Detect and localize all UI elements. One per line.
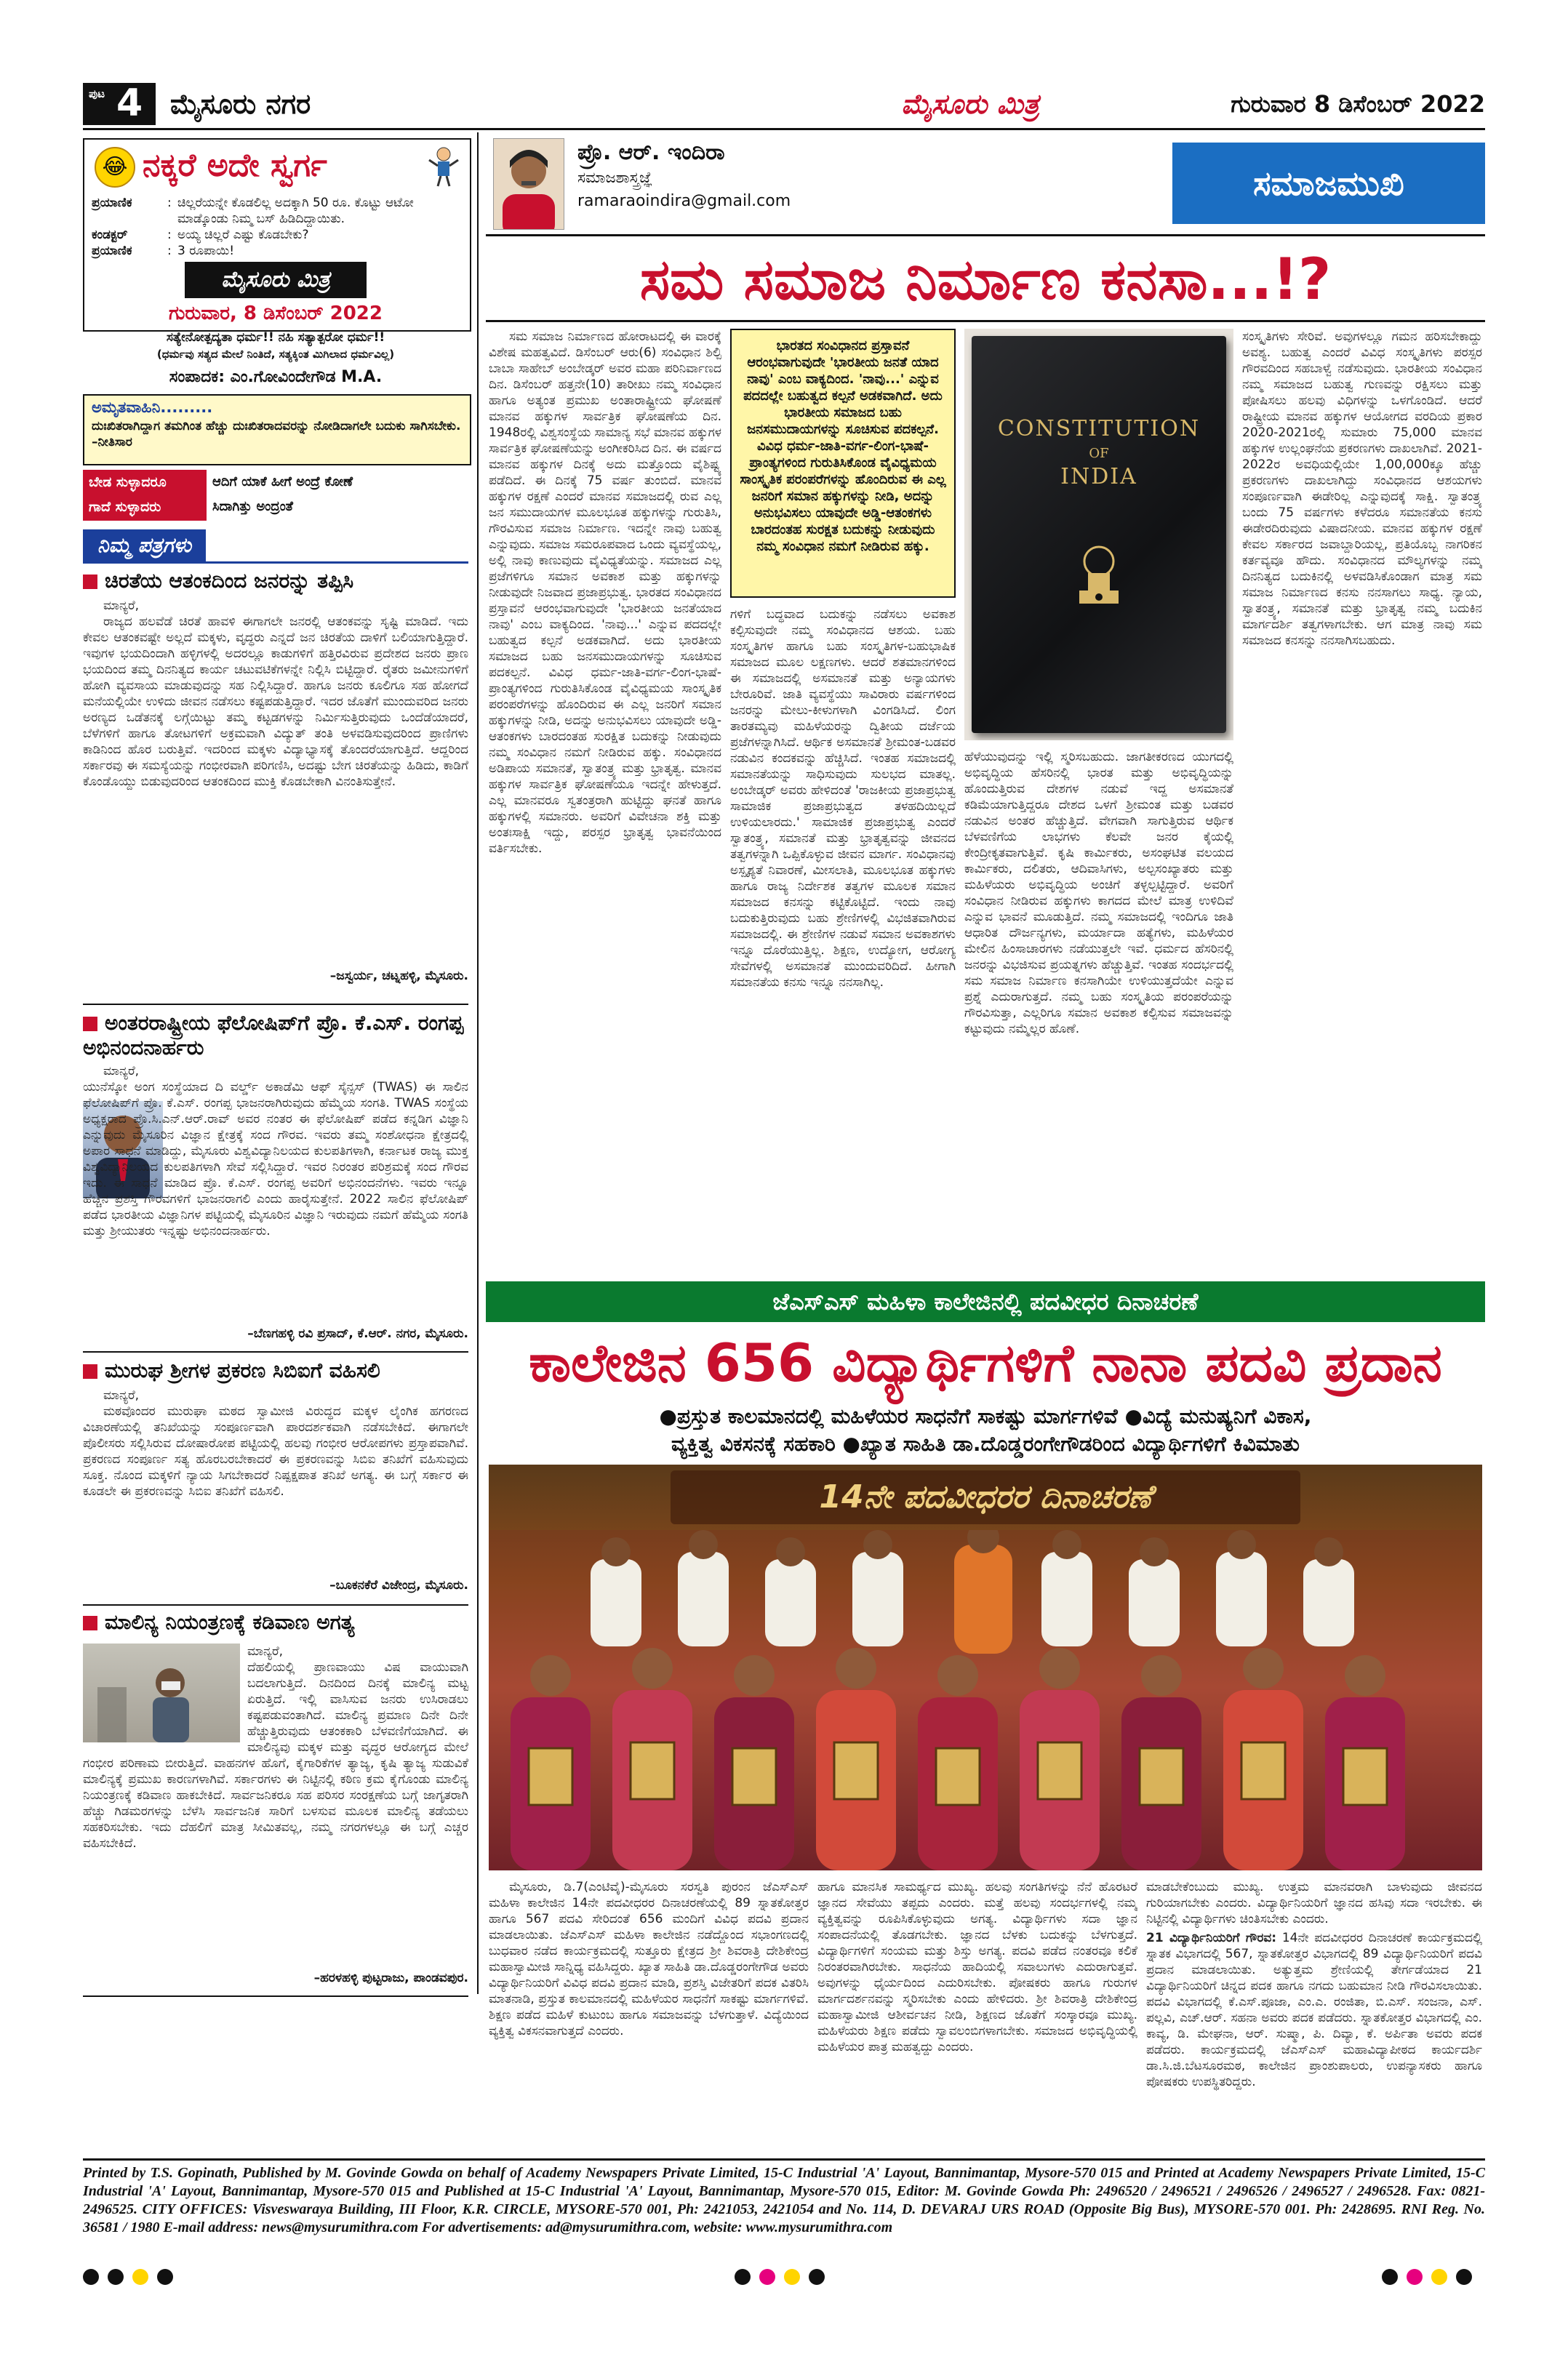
column-separator <box>477 132 479 1994</box>
awards-text: 14ನೇ ಪದವೀಧರರ ದಿನಾಚರಣೆ ಕಾರ್ಯಕ್ರಮದಲ್ಲಿ ಸ್ನಾತಕ ವಿಭಾಗದಲ್ಲಿ 567, ಸ್ನಾತಕೋತ್ತರ ವಿಭಾಗದಲ್ಲಿ 89 ವಿದ್ಯಾರ್ಥಿನಿಯರಿಗೆ ಪದವಿ ಪ್ರದಾನ ಮಾಡಲಾಯಿತು. ಅತ್ಯುತ್ತಮ ಶ್ರೇಣಿಯಲ್ಲಿ ತೇರ್ಗಡೆಯಾದ 21 ವಿದ್ಯಾರ್ಥಿನಿಯರಿಗೆ ಚಿನ್ನದ ಪದಕ ಹಾಗೂ ನಗದು ಬಹುಮಾನ ನೀಡಿ ಗೌರವಿಸಲಾಯಿತು. ಪದವಿ ವಿಭಾಗದಲ್ಲಿ ಕೆ.ಎಸ್.ಪೂಜಾ, ಎಂ.ಎ. ರಂಜಿತಾ, ಬಿ.ಎಸ್. ಸಂಜನಾ, ಎಸ್. ಪಲ್ಲವಿ, ಎಚ್.ಆರ್. ಸಹನಾ ಅವರು ಪದಕ ಪಡೆದರು. ಸ್ನಾತಕೋತ್ತರ ವಿಭಾಗದಲ್ಲಿ ಎಂ. ಕಾವ್ಯ, ಡಿ. ಮೇಘನಾ, ಆರ್. ಸುಷ್ಮಾ, ಪಿ. ದಿವ್ಯಾ, ಕೆ. ಅರ್ಪಿತಾ ಅವರು ಪದಕ ಪಡೆದರು. ಕಾರ್ಯಕ್ರಮದಲ್ಲಿ ಜೆಎಸ್‌ಎಸ್ ಮಹಾವಿದ್ಯಾಪೀಠದ ಕಾರ್ಯದರ್ಶಿ ಡಾ.ಸಿ.ಜಿ.ಬೆಟಸೂರಮಠ, ಕಾಲೇಜಿನ ಪ್ರಾಂಶುಪಾಲರು, ಉಪನ್ಯಾಸಕರು ಹಾಗೂ ಪೋಷಕರು ಉಪಸ್ಥಿತರಿದ್ದರು. <box>1146 1931 1482 2089</box>
page-header <box>83 83 1485 127</box>
news-subhead-2: ವ್ಯಕ್ತಿತ್ವ ವಿಕಸನಕ್ಕೆ ಸಹಕಾರಿ ●ಖ್ಯಾತ ಸಾಹಿತಿ ಡಾ.ದೊಡ್ಡರಂಗೇಗೌಡರಿಂದ ವಿದ್ಯಾರ್ಥಿಗಳಿಗೆ ಕಿವಿಮಾತು <box>671 1432 1300 1456</box>
letter-divider <box>83 1351 468 1353</box>
register-dot-icon <box>157 2269 173 2285</box>
register-dot-icon <box>735 2269 751 2285</box>
dialogue-line: ಪ್ರಯಾಣಿಕ : ಚಿಲ್ಲರೆಯನ್ನೇ ಕೊಡಲಿಲ್ಲ ಅದಕ್ಕಾಗಿ 50 ರೂ. ಕೊಟ್ಟು ಆಟೋ ಮಾಡ್ಕೊಂಡು ನಿಮ್ಮ ಬಸ್ ಹಿಡಿದಿದ್ದಾಯಿತು. <box>92 196 414 226</box>
article-column-3: ಹೆಳೆಯುವುದನ್ನು ಇಲ್ಲಿ ಸ್ಮರಿಸಬಹುದು. ಜಾಗತೀಕರಣದ ಯುಗದಲ್ಲಿ ಅಭಿವೃದ್ಧಿಯ ಹೆಸರಿನಲ್ಲಿ ಭಾರತ ಮತ್ತು ಅಭಿವೃದ್ಧಿಯನ್ನು ಹೊಂದುತ್ತಿರುವ ದೇಶಗಳ ನಡುವೆ ಇದ್ದ ಅಸಮಾನತೆ ಕಡಿಮೆಯಾಗುತ್ತಿದ್ದರೂ ದೇಶದ ಒಳಗೆ ಶ್ರೀಮಂತ ಮತ್ತು ಬಡವರ ನಡುವಿನ ಅಂತರ ಹೆಚ್ಚುತ್ತಿದೆ. ವೇಗವಾಗಿ ಸಾಗುತ್ತಿರುವ ಆರ್ಥಿಕ ಬೆಳವಣಿಗೆಯ ಲಾಭಗಳು ಕೆಲವೇ ಜನರ ಕೈಯಲ್ಲಿ ಕೇಂದ್ರೀಕೃತವಾಗುತ್ತಿವೆ. ಕೃಷಿ ಕಾರ್ಮಿಕರು, ಅಸಂಘಟಿತ ವಲಯದ ಕಾರ್ಮಿಕರು, ದಲಿತರು, ಆದಿವಾಸಿಗಳು, ಅಲ್ಪಸಂಖ್ಯಾತರು ಮತ್ತು ಮಹಿಳೆಯರು ಅಭಿವೃದ್ಧಿಯ ಅಂಚಿಗೆ ತಳ್ಳಲ್ಪಟ್ಟಿದ್ದಾರೆ. ಅವರಿಗೆ ಸಂವಿಧಾನ ನೀಡಿರುವ ಹಕ್ಕುಗಳು ಕಾಗದದ ಮೇಲೆ ಮಾತ್ರ ಉಳಿದಿವೆ ಎನ್ನುವ ಭಾವನೆ ಮೂಡುತ್ತಿದೆ. ನಮ್ಮ ಸಮಾಜದಲ್ಲಿ ಇಂದಿಗೂ ಜಾತಿ ಆಧಾರಿತ ದೌರ್ಜನ್ಯಗಳು, ಮರ್ಯಾದಾ ಹತ್ಯೆಗಳು, ಮಹಿಳೆಯರ ಮೇಲಿನ ಹಿಂಸಾಚಾರಗಳು ನಡೆಯುತ್ತಲೇ ಇವೆ. ಧರ್ಮದ ಹೆಸರಿನಲ್ಲಿ ಜನರನ್ನು ವಿಭಜಿಸುವ ಪ್ರಯತ್ನಗಳು ಹೆಚ್ಚುತ್ತಿವೆ. ಇಂತಹ ಸಂದರ್ಭದಲ್ಲಿ ಸಮ ಸಮಾಜ ನಿರ್ಮಾಣ ಕನಸಾಗಿಯೇ ಉಳಿಯುತ್ತದೆಯೇ ಎನ್ನುವ ಪ್ರಶ್ನೆ ಎದುರಾಗುತ್ತದೆ. ನಮ್ಮ ಬಹು ಸಂಸ್ಕೃತಿಯ ಪರಂಪರೆಯನ್ನು ಗೌರವಿಸುತ್ತಾ, ಎಲ್ಲರಿಗೂ ಸಮಾನ ಅವಕಾಶ ಕಲ್ಪಿಸುವ ಸಮಾಜವನ್ನು ಕಟ್ಟುವುದು ನಮ್ಮೆಲ್ಲರ ಹೊಣೆ. <box>964 750 1233 1036</box>
letter-signature: –ಬೆಣಗಹಳ್ಳಿ ರವಿ ಪ್ರಸಾದ್, ಕೆ.ಆರ್. ನಗರ, ಮೈಸೂರು. <box>247 1326 468 1341</box>
amrutha-title: ಅಮೃತವಾಹಿನಿ......... <box>92 399 213 416</box>
mitra-editor: ಸಂಪಾದಕ: ಎಂ.ಗೋವಿಂದೇಗೌಡ M.A. <box>169 368 383 386</box>
cartoon-figure-icon <box>426 145 461 188</box>
letter-headline: ಮಾಲಿನ್ಯ ನಿಯಂತ್ರಣಕ್ಕೆ ಕಡಿವಾಣ ಅಗತ್ಯ <box>83 1610 468 1635</box>
author-email: ramaraoindira@gmail.com <box>577 192 791 210</box>
bullet-square-icon <box>83 1364 97 1379</box>
pullquote-text: ಭಾರತದ ಸಂವಿಧಾನದ ಪ್ರಸ್ತಾವನೆ ಆರಂಭವಾಗುವುದೇ 'ಭಾರತೀಯ ಜನತೆ ಯಾದ ನಾವು' ಎಂಬ ವಾಕ್ಯದಿಂದ. 'ನಾವು...' ಎನ್ನುವ ಪದದಲ್ಲೇ ಬಹುತ್ವದ ಕಲ್ಪನೆ ಅಡಕವಾಗಿದೆ. ಅದು ಭಾರತೀಯ ಸಮಾಜದ ಬಹು ಜನಸಮುದಾಯಗಳನ್ನು ಸೂಚಿಸುವ ಪದಕಲ್ಪನೆ. ವಿವಿಧ ಧರ್ಮ-ಜಾತಿ-ವರ್ಗ-ಲಿಂಗ-ಭಾಷೆ-ಪ್ರಾಂತ್ಯಗಳಿಂದ ಗುರುತಿಸಿಕೊಂಡ ವೈವಿಧ್ಯಮಯ ಸಾಂಸ್ಕೃತಿಕ ಪರಂಪರೆಗಳನ್ನು ಹೊಂದಿರುವ ಈ ಎಲ್ಲ ಜನರಿಗೆ ಸಮಾನ ಹಕ್ಕುಗಳನ್ನು ನೀಡಿ, ಅದನ್ನು ಅನುಭವಿಸಲು ಯಾವುದೇ ಅಡ್ಡಿ-ಆತಂಕಗಳು ಬಾರದಂತಹ ಸುರಕ್ಷತ ಬದುಕನ್ನು ನೀಡುವುದು ನಮ್ಮ ಸಂವಿಧಾನ ನಮಗೆ ನೀಡಿರುವ ಹಕ್ಕು. <box>740 338 946 554</box>
news-column-2: ಹಾಗೂ ಮಾನಸಿಕ ಸಾಮರ್ಥ್ಯದ ಮುಖ್ಯ. ಹಲವು ಸಂಗತಿಗಳನ್ನು ನೆನೆ ಹೊರಟರೆ ಜ್ಞಾನದ ಸೇವೆಯು ತಪ್ಪದು ಎಂದರು. ಮತ್ತೆ ಹಲವು ಸಂದರ್ಭಗಳಲ್ಲಿ ನಮ್ಮ ವ್ಯಕ್ತಿತ್ವವನ್ನು ರೂಪಿಸಿಕೊಳ್ಳುವುದು ಅಗತ್ಯ. ವಿದ್ಯಾರ್ಥಿಗಳು ಸದಾ ಜ್ಞಾನ ಸಂಪಾದನೆಯಲ್ಲಿ ತೊಡಗಬೇಕು. ಜ್ಞಾನದ ಬೆಳಕು ಬದುಕನ್ನು ಬೆಳಗುತ್ತದೆ. ವಿದ್ಯಾರ್ಥಿಗಳಿಗೆ ಸಂಯಮ ಮತ್ತು ಶಿಸ್ತು ಅಗತ್ಯ. ಪದವಿ ಪಡೆದ ನಂತರವೂ ಕಲಿಕೆ ನಿರಂತರವಾಗಿರಬೇಕು. ಸಾಧನೆಯ ಹಾದಿಯಲ್ಲಿ ಸವಾಲುಗಳು ಎದುರಾಗುತ್ತವೆ. ಅವುಗಳನ್ನು ಧೈರ್ಯದಿಂದ ಎದುರಿಸಬೇಕು. ಪೋಷಕರು ಹಾಗೂ ಗುರುಗಳ ಮಾರ್ಗದರ್ಶನವನ್ನು ಸ್ಮರಿಸಬೇಕು ಎಂದು ಹೇಳಿದರು. ಶ್ರೀ ಶಿವರಾತ್ರಿ ದೇಶಿಕೇಂದ್ರ ಮಹಾಸ್ವಾಮೀಜಿ ಆಶೀರ್ವಚನ ನೀಡಿ, ಶಿಕ್ಷಣದ ಜೊತೆಗೆ ಸಂಸ್ಕಾರವೂ ಮುಖ್ಯ. ಮಹಿಳೆಯರು ಶಿಕ್ಷಣ ಪಡೆದು ಸ್ವಾವಲಂಬಿಗಳಾಗಬೇಕು. ಸಮಾಜದ ಅಭಿವೃದ್ಧಿಯಲ್ಲಿ ಮಹಿಳೆಯರ ಪಾತ್ರ ಮಹತ್ವದ್ದು ಎಂದರು. <box>817 1880 1137 2054</box>
register-dot-icon <box>132 2269 148 2285</box>
letter-1 <box>83 569 468 999</box>
header-date: ಗುರುವಾರ 8 ಡಿಸೆಂಬರ್ 2022 <box>1231 90 1485 118</box>
letter-body: ಮಾನ್ಯರೆ, ಯುನೆಸ್ಕೋ ಅಂಗ ಸಂಸ್ಥೆಯಾದ ದಿ ವರ್ಲ್ಡ್ ಅಕಾಡೆಮಿ ಆಫ್ ಸೈನ್ಸಸ್ (TWAS) ಈ ಸಾಲಿನ ಫೆಲೋಷಿಪ್‌ಗೆ ಪ್ರೊ. ಕೆ.ಎಸ್. ರಂಗಪ್ಪ ಭಾಜನರಾಗಿರುವುದು ಹೆಮ್ಮೆಯ ಸಂಗತಿ. TWAS ಸಂಸ್ಥೆಯ ಅಧ್ಯಕ್ಷರಾದ ಪ್ರೊ.ಸಿ.ಎನ್.ಆರ್.ರಾವ್ ಅವರ ನಂತರ ಈ ಫೆಲೋಷಿಪ್ ಪಡೆದ ಕನ್ನಡಿಗ ವಿಜ್ಞಾನಿ ಎನ್ನುವುದು ಮೈಸೂರಿನ ವಿಜ್ಞಾನ ಕ್ಷೇತ್ರಕ್ಕೆ ಸಂದ ಗೌರವ. ಇವರು ತಮ್ಮ ಸಂಶೋಧನಾ ಕ್ಷೇತ್ರದಲ್ಲಿ ಅಪಾರ ಸಾಧನೆ ಮಾಡಿದ್ದು, ಮೈಸೂರು ವಿಶ್ವವಿದ್ಯಾನಿಲಯದ ಕುಲಪತಿಗಳಾಗಿ, ಕರ್ನಾಟಕ ರಾಜ್ಯ ಮುಕ್ತ ವಿಶ್ವವಿದ್ಯಾನಿಲಯದ ಕುಲಪತಿಗಳಾಗಿ ಸೇವೆ ಸಲ್ಲಿಸಿದ್ದಾರೆ. ಇವರ ನಿರಂತರ ಪರಿಶ್ರಮಕ್ಕೆ ಸಂದ ಗೌರವ ಇದು. ಈ ಸಾಧನೆ ಮಾಡಿದ ಪ್ರೊ. ಕೆ.ಎಸ್. ರಂಗಪ್ಪ ಅವರಿಗೆ ಅಭಿನಂದನೆಗಳು. ಇವರು ಇನ್ನೂ ಹೆಚ್ಚಿನ ಪ್ರಶಸ್ತಿ ಗೌರವಗಳಿಗೆ ಭಾಜನರಾಗಲಿ ಎಂದು ಹಾರೈಸುತ್ತೇನೆ. 2022 ಸಾಲಿನ ಫೆಲೋಷಿಪ್ ಪಡೆದ ಭಾರತೀಯ ವಿಜ್ಞಾನಿಗಳ ಪಟ್ಟಿಯಲ್ಲಿ ಮೈಸೂರಿನ ವಿಜ್ಞಾನಿ ಇರುವುದು ನಮಗೆ ಹೆಮ್ಮೆಯ ಸಂಗತಿ ಮತ್ತು ಶ್ರೀಯುತರು ಇನ್ನಷ್ಟು ಅಭಿನಂದನಾರ್ಹರು. <box>83 1064 468 1238</box>
bullet-square-icon <box>83 1616 97 1630</box>
section-title: ಮೈಸೂರು ನಗರ <box>170 88 311 120</box>
letter-divider <box>83 1004 468 1005</box>
pullquote-box <box>730 329 956 598</box>
news-subhead-1: ●ಪ್ರಸ್ತುತ ಕಾಲಮಾನದಲ್ಲಿ ಮಹಿಳೆಯರ ಸಾಧನೆಗೆ ಸಾಕಷ್ಟು ಮಾರ್ಗಗಳಿವೆ ●ವಿದ್ಯೆ ಮನುಷ್ಯನಿಗೆ ವಿಕಾಸ, <box>659 1404 1312 1428</box>
bullet-square-icon <box>83 575 97 589</box>
left-bottom-rule <box>83 1995 468 1997</box>
article-column-4: ಸಂಸ್ಕೃತಿಗಳು ಸೇರಿವೆ. ಅವುಗಳಲ್ಲೂ ಗಮನ ಹರಿಸಬೇಕಾದ್ದು ಅವಶ್ಯ. ಬಹುತ್ವ ಎಂದರೆ ವಿವಿಧ ಸಂಸ್ಕೃತಿಗಳು ಪರಸ್ಪರ ಗೌರವದಿಂದ ಸಹಬಾಳ್ವೆ ನಡೆಸುವುದು. ಭಾರತೀಯ ಸಂವಿಧಾನ ನಮ್ಮ ಸಮಾಜದ ಬಹುತ್ವ ಗುಣವನ್ನು ರಕ್ಷಿಸಲು ಮತ್ತು ಪೋಷಿಸಲು ಹಲವು ವಿಧಿಗಳನ್ನು ಒಳಗೊಂಡಿದೆ. ಆದರೆ ರಾಷ್ಟ್ರೀಯ ಮಾನವ ಹಕ್ಕುಗಳ ಆಯೋಗದ ವರದಿಯ ಪ್ರಕಾರ 2020-2021ರಲ್ಲಿ ಸುಮಾರು 75,000 ಮಾನವ ಹಕ್ಕುಗಳ ಉಲ್ಲಂಘನೆಯ ಪ್ರಕರಣಗಳು ದಾಖಲಾಗಿವೆ. 2021-2022ರ ಅವಧಿಯಲ್ಲಿಯೇ 1,00,000ಕ್ಕೂ ಹೆಚ್ಚು ಪ್ರಕರಣಗಳು ದಾಖಲಾಗಿದ್ದು ಸಂವಿಧಾನದ ಆಶಯಗಳು ಸಂಪೂರ್ಣವಾಗಿ ಈಡೇರಿಲ್ಲ ಎನ್ನುವುದಕ್ಕೆ ಸಾಕ್ಷಿ. ಸ್ವಾತಂತ್ರ್ಯ ಬಂದು 75 ವರ್ಷಗಳು ಕಳೆದರೂ ಸಮಾನತೆಯ ಕನಸು ಈಡೇರದಿರುವುದು ವಿಷಾದನೀಯ. ಮಾನವ ಹಕ್ಕುಗಳ ರಕ್ಷಣೆ ಕೇವಲ ಸರ್ಕಾರದ ಜವಾಬ್ದಾರಿಯಲ್ಲ, ಪ್ರತಿಯೊಬ್ಬ ನಾಗರಿಕನ ಕರ್ತವ್ಯವೂ ಹೌದು. ಸಂವಿಧಾನದ ಮೌಲ್ಯಗಳನ್ನು ನಮ್ಮ ದಿನನಿತ್ಯದ ಬದುಕಿನಲ್ಲಿ ಅಳವಡಿಸಿಕೊಂಡಾಗ ಮಾತ್ರ ಸಮ ಸಮಾಜ ನಿರ್ಮಾಣದ ಕನಸು ನನಸಾಗಲು ಸಾಧ್ಯ. ನ್ಯಾಯ, ಸ್ವಾತಂತ್ರ್ಯ, ಸಮಾನತೆ ಮತ್ತು ಭ್ರಾತೃತ್ವ ನಮ್ಮ ಬದುಕಿನ ಮಾರ್ಗದರ್ಶಿ ತತ್ವಗಳಾಗಬೇಕು. ಆಗ ಮಾತ್ರ ನಾವು ಸಮ ಸಮಾಜದ ಕನಸನ್ನು ನನಸಾಗಿಸಬಹುದು. <box>1242 329 1482 648</box>
register-dot-icon <box>1431 2269 1447 2285</box>
register-dot-icon <box>1382 2269 1398 2285</box>
letter-signature: –ಬೂಕನಕೆರೆ ವಿಜೇಂದ್ರ, ಮೈಸೂರು. <box>329 1578 468 1593</box>
page-number-box <box>83 83 156 125</box>
author-photo <box>493 138 564 230</box>
masthead-small: ಮೈಸೂರು ಮಿತ್ರ <box>901 88 1039 120</box>
page-label: ಪುಟ <box>89 87 105 100</box>
book-cover <box>972 336 1226 733</box>
puzzle-box <box>83 470 468 521</box>
register-dot-icon <box>809 2269 825 2285</box>
nakkare-dialogue <box>92 195 463 259</box>
letter-signature: –ಜಸ್ವರ್ಯ, ಚಟ್ನಹಳ್ಳಿ, ಮೈಸೂರು. <box>329 969 468 983</box>
amrutha-box <box>83 394 471 465</box>
amrutha-text: ದುಃಖಿತರಾಗಿದ್ದಾಗ ತಮಗಿಂತ ಹೆಚ್ಚು ದುಃಖಿತರಾದವರನ್ನು ನೋಡಿದಾಗಲೇ ಬದುಕು ಸಾಗಿಸಬೇಕು. –ನೀತಿಸಾರ <box>92 419 461 449</box>
article-column-2: ಗಳಿಗೆ ಬದ್ಧವಾದ ಬದುಕನ್ನು ನಡೆಸಲು ಅವಕಾಶ ಕಲ್ಪಿಸುವುದೇ ನಮ್ಮ ಸಂವಿಧಾನದ ಆಶಯ. ಬಹು ಸಂಸ್ಕೃತಿಗಳ ಹಾಗೂ ಬಹು ಸಂಸ್ಕೃತಿಗಳ-ಬಹುಭಾಷಿಕ ಸಮಾಜದ ಮೂಲ ಲಕ್ಷಣಗಳು. ಆದರೆ ಶತಮಾನಗಳಿಂದ ಈ ಸಮಾಜದಲ್ಲಿ ಅಸಮಾನತೆ ಮತ್ತು ಅನ್ಯಾಯಗಳು ಬೇರೂರಿವೆ. ಜಾತಿ ವ್ಯವಸ್ಥೆಯು ಸಾವಿರಾರು ವರ್ಷಗಳಿಂದ ಜನರನ್ನು ಮೇಲು-ಕೀಳುಗಳಾಗಿ ವಿಂಗಡಿಸಿದೆ. ಲಿಂಗ ತಾರತಮ್ಯವು ಮಹಿಳೆಯರನ್ನು ದ್ವಿತೀಯ ದರ್ಜೆಯ ಪ್ರಜೆಗಳನ್ನಾಗಿಸಿದೆ. ಆರ್ಥಿಕ ಅಸಮಾನತೆ ಶ್ರೀಮಂತ-ಬಡವರ ನಡುವಿನ ಕಂದಕವನ್ನು ಹೆಚ್ಚಿಸಿದೆ. ಇಂತಹ ಸಮಾಜದಲ್ಲಿ ಸಮಾನತೆಯನ್ನು ಸಾಧಿಸುವುದು ಸುಲಭದ ಮಾತಲ್ಲ. ಅಂಬೇಡ್ಕರ್ ಅವರು ಹೇಳಿದಂತೆ 'ರಾಜಕೀಯ ಪ್ರಜಾಪ್ರಭುತ್ವ ಸಾಮಾಜಿಕ ಪ್ರಜಾಪ್ರಭುತ್ವದ ತಳಹದಿಯಿಲ್ಲದೆ ಉಳಿಯಲಾರದು.' ಸಾಮಾಜಿಕ ಪ್ರಜಾಪ್ರಭುತ್ವ ಎಂದರೆ ಸ್ವಾತಂತ್ರ್ಯ, ಸಮಾನತೆ ಮತ್ತು ಭ್ರಾತೃತ್ವವನ್ನು ಜೀವನದ ತತ್ವಗಳನ್ನಾಗಿ ಒಪ್ಪಿಕೊಳ್ಳುವ ಜೀವನ ಮಾರ್ಗ. ಸಂವಿಧಾನವು ಅಸ್ಪೃಶ್ಯತೆ ನಿವಾರಣೆ, ಮೀಸಲಾತಿ, ಮೂಲಭೂತ ಹಕ್ಕುಗಳು ಹಾಗೂ ರಾಜ್ಯ ನಿರ್ದೇಶಕ ತತ್ವಗಳ ಮೂಲಕ ಸಮಾನ ಸಮಾಜದ ಕನಸನ್ನು ಕಟ್ಟಿಕೊಟ್ಟಿದೆ. ಇಂದು ನಾವು ಬದುಕುತ್ತಿರುವುದು ಬಹು ಶ್ರೇಣಿಗಳಲ್ಲಿ ವಿಭಜಿತವಾಗಿರುವ ಸಮಾಜದಲ್ಲಿ. ಈ ಶ್ರೇಣಿಗಳ ನಡುವೆ ಸಮಾನ ಅವಕಾಶಗಳು ಇನ್ನೂ ದೊರೆಯುತ್ತಿಲ್ಲ. ಶಿಕ್ಷಣ, ಉದ್ಯೋಗ, ಆರೋಗ್ಯ ಸೇವೆಗಳಲ್ಲಿ ಅಸಮಾನತೆ ಮುಂದುವರಿದಿದೆ. ಹೀಗಾಗಿ ಸಮಾನತೆಯ ಕನಸು ಇನ್ನೂ ನನಸಾಗಿಲ್ಲ. <box>730 607 956 990</box>
stage-banner: 14ನೇ ಪದವೀಧರರ ದಿನಾಚರಣೆ <box>671 1470 1300 1524</box>
dialogue-line: ಪ್ರಯಾಣಿಕ : 3 ರೂಪಾಯಿ! <box>92 244 235 258</box>
header-rule <box>83 128 1485 130</box>
bullet-square-icon <box>83 1017 97 1031</box>
register-dot-icon <box>1456 2269 1472 2285</box>
puzzle-left: ಬೇಡ ಸುಳ್ಳಾದರೂ ಗಾದೆ ಸುಳ್ಳಾದರು <box>83 470 207 521</box>
author-role: ಸಮಾಜಶಾಸ್ತ್ರಜ್ಞೆ <box>577 169 653 186</box>
column-headline: ಸಮ ಸಮಾಜ ನಿರ್ಮಾಣ ಕನಸಾ...!? <box>486 240 1485 322</box>
registration-marks-center <box>735 2269 836 2286</box>
footer-rule <box>83 2158 1485 2161</box>
register-dot-icon <box>784 2269 800 2285</box>
letter-body: ಮಾನ್ಯರೆ, ಮಠವೊಂದರ ಮುರುಘಾ ಮಠದ ಸ್ವಾಮೀಜಿ ವಿರುದ್ಧದ ಮಕ್ಕಳ ಲೈಂಗಿಕ ಹಗರಣದ ವಿಚಾರಣೆಯಲ್ಲಿ ತನಿಖೆಯನ್ನು ಸಂಪೂರ್ಣವಾಗಿ ಪಾರದರ್ಶಕವಾಗಿ ನಡೆಸಬೇಕಿದೆ. ಈಗಾಗಲೇ ಪೊಲೀಸರು ಸಲ್ಲಿಸಿರುವ ದೋಷಾರೋಪ ಪಟ್ಟಿಯಲ್ಲಿ ಹಲವು ಗಂಭೀರ ಆರೋಪಗಳು ಪ್ರಸ್ತಾಪವಾಗಿವೆ. ಪ್ರಕರಣದ ಸಂಪೂರ್ಣ ಸತ್ಯ ಹೊರಬರಬೇಕಾದರೆ ಈ ಪ್ರಕರಣವನ್ನು ಸಿಬಿಐ ತನಿಖೆಗೆ ವಹಿಸುವುದು ಸೂಕ್ತ. ನೊಂದ ಮಕ್ಕಳಿಗೆ ನ್ಯಾಯ ಸಿಗಬೇಕಾದರೆ ನಿಷ್ಪಕ್ಷಪಾತ ತನಿಖೆ ಅಗತ್ಯ. ಈ ಬಗ್ಗೆ ಸರ್ಕಾರ ಈ ಕೂಡಲೇ ಈ ಪ್ರಕರಣವನ್ನು ಸಿಬಿಐ ತನಿಖೆಗೆ ವಹಿಸಲಿ. <box>83 1388 468 1499</box>
letter-4 <box>83 1610 468 1993</box>
footer-imprint: Printed by T.S. Gopinath, Published by M. Govinde Gowda on behalf of Academy Newspapers Private Limited, 15-C Industrial 'A' Layout, Bannimantap, Mysore-570 015 and Printed at Academy Newspapers Private Limited, 15-C Industrial 'A' Layout, Bannimantap, Mysore-570 015 and Published at 15-C Industrial 'A' Layout, Bannimantap, Mysore-570 015, Editor: M. Govinde Gowda Ph: 2496520 / 2496521 / 2496526 / 2496527 / 2496528. Fax: 0821-2496525. CITY OFFICES: Visveswaraya Building, III Floor, K.R. CIRCLE, MYSORE-570 001, Ph: 2421053, 2421054 and No. 114, D. DEVARAJ URS ROAD (Opposite Big Bus), MYSORE-570 001. Ph: 2428695. RNI Reg. No. 36581 / 1980 E-mail address: news@mysurumithra.com For advertisements: ad@mysurumithra.com, website: www.mysurumithra.com <box>83 2165 1485 2235</box>
letter-body: ಮಾನ್ಯರೆ, ರಾಜ್ಯದ ಹಲವೆಡೆ ಚಿರತೆ ಹಾವಳಿ ಈಗಾಗಲೇ ಜನರಲ್ಲಿ ಆತಂಕವನ್ನು ಸೃಷ್ಟಿ ಮಾಡಿದೆ. ಇದು ಕೇವಲ ಆತಂಕವಷ್ಟೇ ಅಲ್ಲದೆ ಮಕ್ಕಳು, ವೃದ್ಧರು ಎನ್ನದೆ ಜನ ಚಿರತೆಯ ದಾಳಿಗೆ ಬಲಿಯಾಗುತ್ತಿದ್ದಾರೆ. ಇವುಗಳ ಭಯದಿಂದಾಗಿ ಹಳ್ಳಿಗಳಲ್ಲಿ ಅದರಲ್ಲೂ ಕಾಡುಗಳಿಗೆ ಹತ್ತಿರವಿರುವ ಪ್ರದೇಶದ ಜನರು ಪ್ರಾಣ ಭಯದಿಂದ ತಮ್ಮ ದಿನನಿತ್ಯದ ಕಾರ್ಯ ಚಟುವಟಿಕೆಗಳನ್ನೇ ನಿಲ್ಲಿಸಿ ಬಿಟ್ಟಿದ್ದಾರೆ. ರೈತರು ಜಮೀನುಗಳಿಗೆ ಹೋಗಿ ವ್ಯವಸಾಯ ಮಾಡುವುದನ್ನು ಸಹ ನಿಲ್ಲಿಸಿದ್ದಾರೆ. ಹಾಗೂ ಜನರು ಕೂಲಿಗೂ ಸಹ ಹೋಗದೆ ಮನೆಯಲ್ಲಿಯೇ ಉಳಿದು ಜೀವನ ನಡೆಸಲು ಕಷ್ಟಪಡುತ್ತಿದ್ದಾರೆ. ಇದರ ಜೊತೆಗೆ ಮುಂದುವರಿದ ಜನರು ಅರಣ್ಯದ ಒಡೆತನಕ್ಕೆ ಲಗ್ಗೆಯಿಟ್ಟು ತಮ್ಮ ಕಟ್ಟಡಗಳನ್ನು ನಿರ್ಮಿಸುತ್ತಿರುವುದು ಒಂದೆಡೆಯಾದರೆ, ಬೆಳೆಗಳಿಗೆ ಹಾಗೂ ತೋಟಗಳಿಗೆ ಅಕ್ರಮವಾಗಿ ವಿದ್ಯುತ್ ತಂತಿ ಅಳವಡಿಸುವುದರಿಂದ ಪ್ರಾಣಿಗಳು ಕಾಡಿನಿಂದ ಹೊರ ಬರುತ್ತಿವೆ. ಇದರಿಂದ ಮಕ್ಕಳು ವಿದ್ಯಾಭ್ಯಾಸಕ್ಕೆ ತೊಂದರೆಯಾಗುತ್ತಿದೆ. ಆದ್ದರಿಂದ ಸರ್ಕಾರವು ಈ ಸಮಸ್ಯೆಯನ್ನು ಗಂಭೀರವಾಗಿ ಪರಿಗಣಿಸಿ, ಅದಷ್ಟು ಬೇಗ ಚಿರತೆಯನ್ನು ಹಿಡಿದು, ಕಾಡಿಗೆ ಕೊಂಡೊಯ್ದು ಬಿಡುವುದರಿಂದ ಆತಂಕದಿಂದ ಮುಕ್ತಿ ಕೊಡಬೇಕಾಗಿ ವಿನಂತಿಸುತ್ತೇನೆ. <box>83 598 468 789</box>
letters-header-label: ನಿಮ್ಮ ಪತ್ರಗಳು <box>83 529 206 561</box>
letter-divider <box>83 1604 468 1606</box>
graduation-photo <box>489 1465 1482 1870</box>
emblem-icon <box>1072 532 1126 612</box>
constitution-book-photo <box>964 329 1233 740</box>
letter-signature: –ಹರಳಹಳ್ಳಿ ಪುಟ್ಟರಾಜು, ಪಾಂಡವಪುರ. <box>313 1971 468 1985</box>
news-headline: ಕಾಲೇಜಿನ 656 ವಿದ್ಯಾರ್ಥಿಗಳಿಗೆ ನಾನಾ ಪದವಿ ಪ್ರದಾನ <box>529 1332 1442 1393</box>
page-number: 4 <box>116 81 143 125</box>
register-dot-icon <box>83 2269 99 2285</box>
mitra-motto-translation: (ಧರ್ಮವು ಸತ್ಯದ ಮೇಲೆ ನಿಂತಿದೆ, ಸತ್ಯಕ್ಕಿಂತ ಮಿಗಿಲಾದ ಧರ್ಮವಿಲ್ಲ) <box>156 348 395 361</box>
column-header <box>486 132 1485 236</box>
awards-heading: 21 ವಿದ್ಯಾರ್ಥಿನಿಯರಿಗೆ ಗೌರವ: <box>1146 1931 1277 1945</box>
article-column-1: ಸಮ ಸಮಾಜ ನಿರ್ಮಾಣದ ಹೋರಾಟದಲ್ಲಿ ಈ ವಾರಕ್ಕೆ ವಿಶೇಷ ಮಹತ್ವವಿದೆ. ಡಿಸೆಂಬರ್ ಆರು(6) ಸಂವಿಧಾನ ಶಿಲ್ಪಿ ಬಾಬಾ ಸಾಹೇಬ್ ಅಂಬೇಡ್ಕರ್ ಅವರ ಮಹಾ ಪರಿನಿರ್ವಾಣದ ದಿನ. ಡಿಸೆಂಬರ್ ಹತ್ತನೇ(10) ತಾರೀಖು ನಮ್ಮ ಸಂವಿಧಾನ ಹಾಗೂ ಅತ್ಯಂತ ಪ್ರಮುಖ ಅಂತಾರಾಷ್ಟ್ರೀಯ ಘೋಷಣೆ ಮಾನವ ಹಕ್ಕುಗಳ ಸಾರ್ವತ್ರಿಕ ಘೋಷಣೆಯ ದಿನ. 1948ರಲ್ಲಿ ವಿಶ್ವಸಂಸ್ಥೆಯ ಸಾಮಾನ್ಯ ಸಭೆ ಮಾನವ ಹಕ್ಕುಗಳ ಸಾರ್ವತ್ರಿಕ ಘೋಷಣೆಯನ್ನು ಅಂಗೀಕರಿಸಿದ ದಿನ. ಈ ವರ್ಷದ ಮಾನವ ಹಕ್ಕುಗಳ ದಿನಕ್ಕೆ ಅದು ಮತ್ತೊಂದು ವೈಶಿಷ್ಟ್ಯ ಪಡೆದಿದೆ. ಈ ದಿನಕ್ಕೆ 75 ವರ್ಷ ತುಂಬಿದೆ. ಮಾನವ ಹಕ್ಕುಗಳ ರಕ್ಷಣೆ ಎಂದರೆ ಮಾನವ ಸಮಾಜದಲ್ಲಿ ರುವ ಎಲ್ಲ ಜನ ಸಮುದಾಯಗಳ ಮೂಲಭೂತ ಹಕ್ಕುಗಳನ್ನು ಗುರುತಿಸಿ, ಗೌರವಿಸುವ ಸಮಾಜ ನಿರ್ಮಾಣ. ಇದನ್ನೇ ನಾವು ಬಹುತ್ವ ಎನ್ನುವುದು. ಸಮಾಜ ಸಮರೂಪವಾದ ಒಂದು ವ್ಯವಸ್ಥೆಯಲ್ಲ, ಅಲ್ಲಿ ನಾವು ಕಾಣುವುದು ವೈವಿಧ್ಯತೆಯನ್ನು. ಸಮಾಜದ ಎಲ್ಲ ಪ್ರಜೆಗಳಿಗೂ ಸಮಾನ ಅವಕಾಶ ಮತ್ತು ಹಕ್ಕುಗಳನ್ನು ನೀಡುವುದೇ ನಿಜವಾದ ಪ್ರಜಾಪ್ರಭುತ್ವ. ಭಾರತದ ಸಂವಿಧಾನದ ಪ್ರಸ್ತಾವನೆ ಆರಂಭವಾಗುವುದೇ 'ಭಾರತೀಯ ಜನತೆಯಾದ ನಾವು' ಎಂಬ ವಾಕ್ಯದಿಂದ. 'ನಾವು...' ಎನ್ನುವ ಪದದಲ್ಲೇ ಬಹುತ್ವದ ಕಲ್ಪನೆ ಅಡಕವಾಗಿದೆ. ಅದು ಭಾರತೀಯ ಸಮಾಜದ ಬಹು ಜನಸಮುದಾಯಗಳನ್ನು ಸೂಚಿಸುವ ಪದಕಲ್ಪನೆ. ವಿವಿಧ ಧರ್ಮ-ಜಾತಿ-ವರ್ಗ-ಲಿಂಗ-ಭಾಷೆ-ಪ್ರಾಂತ್ಯಗಳಿಂದ ಗುರುತಿಸಿಕೊಂಡ ವೈವಿಧ್ಯಮಯ ಸಾಂಸ್ಕೃತಿಕ ಪರಂಪರೆಗಳನ್ನು ಹೊಂದಿರುವ ಈ ಎಲ್ಲ ಜನರಿಗೆ ಸಮಾನ ಹಕ್ಕುಗಳನ್ನು ನೀಡಿ, ಅದನ್ನು ಅನುಭವಿಸಲು ಯಾವುದೇ ಅಡ್ಡಿ-ಆತಂಕಗಳು ಬಾರದಂತಹ ಸುರಕ್ಷಿತ ಬದುಕನ್ನು ನೀಡುವುದು ನಮ್ಮ ಸಂವಿಧಾನ ನಮಗೆ ನೀಡಿರುವ ಹಕ್ಕು. ಸಂವಿಧಾನದ ಅಡಿಪಾಯ ಸಮಾನತೆ, ಸ್ವಾತಂತ್ರ್ಯ ಮತ್ತು ಭ್ರಾತೃತ್ವ. ಮಾನವ ಹಕ್ಕುಗಳ ಸಾರ್ವತ್ರಿಕ ಘೋಷಣೆಯೂ ಇದನ್ನೇ ಹೇಳುತ್ತದೆ. ಎಲ್ಲ ಮಾನವರೂ ಸ್ವತಂತ್ರರಾಗಿ ಹುಟ್ಟಿದ್ದು ಘನತೆ ಹಾಗೂ ಹಕ್ಕುಗಳಲ್ಲಿ ಸಮಾನರು. ಅವರಿಗೆ ವಿವೇಚನಾ ಶಕ್ತಿ ಮತ್ತು ಅಂತಃಸಾಕ್ಷಿ ಇದ್ದು, ಪರಸ್ಪರ ಭ್ರಾತೃತ್ವ ಭಾವನೆಯಿಂದ ವರ್ತಿಸಬೇಕು. <box>489 329 721 856</box>
letter-headline: ಮುರುಘ ಶ್ರೀಗಳ ಪ್ರಕರಣ ಸಿಬಿಐಗೆ ವಹಿಸಲಿ <box>83 1358 468 1383</box>
book-title: CONSTITUTION OF INDIA <box>997 416 1201 489</box>
mitra-motto: ಸತ್ಯೇನೋತ್ಪದ್ಯತಾ ಧರ್ಮ!! ನಹಿ ಸತ್ಯಾತ್ಪರೋ ಧರ್ಮ!! <box>166 330 385 345</box>
registration-marks-left <box>83 2269 185 2286</box>
news-column-3: ಮಾಡಬೇಕೆಂಬುದು ಮುಖ್ಯ. ಉತ್ತಮ ಮಾನವರಾಗಿ ಬಾಳುವುದು ಜೀವನದ ಗುರಿಯಾಗಬೇಕು ಎಂದರು. ವಿದ್ಯಾರ್ಥಿನಿಯರಿಗೆ ಜ್ಞಾನದ ಹಸಿವು ಸದಾ ಇರಬೇಕು. ಈ ನಿಟ್ಟಿನಲ್ಲಿ ವಿದ್ಯಾರ್ಥಿಗಳು ಚಿಂತಿಸಬೇಕು ಎಂದರು. 21 ವಿದ್ಯಾರ್ಥಿನಿಯರಿಗೆ ಗೌರವ: 14ನೇ ಪದವೀಧರರ ದಿನಾಚರಣೆ ಕಾರ್ಯಕ್ರಮದಲ್ಲಿ ಸ್ನಾತಕ ವಿಭಾಗದಲ್ಲಿ 567, ಸ್ನಾತಕೋತ್ತರ ವಿಭಾಗದಲ್ಲಿ 89 ವಿದ್ಯಾರ್ಥಿನಿಯರಿಗೆ ಪದವಿ ಪ್ರದಾನ ಮಾಡಲಾಯಿತು. ಅತ್ಯುತ್ತಮ ಶ್ರೇಣಿಯಲ್ಲಿ ತೇರ್ಗಡೆಯಾದ 21 ವಿದ್ಯಾರ್ಥಿನಿಯರಿಗೆ ಚಿನ್ನದ ಪದಕ ಹಾಗೂ ನಗದು ಬಹುಮಾನ ನೀಡಿ ಗೌರವಿಸಲಾಯಿತು. ಪದವಿ ವಿಭಾಗದಲ್ಲಿ ಕೆ.ಎಸ್.ಪೂಜಾ, ಎಂ.ಎ. ರಂಜಿತಾ, ಬಿ.ಎಸ್. ಸಂಜನಾ, ಎಸ್. ಪಲ್ಲವಿ, ಎಚ್.ಆರ್. ಸಹನಾ ಅವರು ಪದಕ ಪಡೆದರು. ಸ್ನಾತಕೋತ್ತರ ವಿಭಾಗದಲ್ಲಿ ಎಂ. ಕಾವ್ಯ, ಡಿ. ಮೇಘನಾ, ಆರ್. ಸುಷ್ಮಾ, ಪಿ. ದಿವ್ಯಾ, ಕೆ. ಅರ್ಪಿತಾ ಅವರು ಪದಕ ಪಡೆದರು. ಕಾರ್ಯಕ್ರಮದಲ್ಲಿ ಜೆಎಸ್‌ಎಸ್ ಮಹಾವಿದ್ಯಾಪೀಠದ ಕಾರ್ಯದರ್ಶಿ ಡಾ.ಸಿ.ಜಿ.ಬೆಟಸೂರಮಠ, ಕಾಲೇಜಿನ ಪ್ರಾಂಶುಪಾಲರು, ಉಪನ್ಯಾಸಕರು ಹಾಗೂ ಪೋಷಕರು ಉಪಸ್ಥಿತರಿದ್ದರು. <box>1146 1880 1482 2089</box>
left-filler <box>83 2000 468 2151</box>
dialogue-line: ಕಂಡಕ್ಟರ್ : ಅಯ್ಯ ಚಿಲ್ಲರೆ ಎಷ್ಟು ಕೊಡಬೇಕು? <box>92 228 309 242</box>
registration-marks-right <box>1382 2269 1484 2286</box>
puzzle-right: ಆದಿಗೆ ಯಾಕೆ ಹೀಗೆ ಅಂದ್ರೆ ಕೋಣೆ ಸಿದಾಗಿತ್ತು ಅಂದ್ರಂತೆ <box>212 474 353 514</box>
letter-body: ಮಾನ್ಯರೆ, ದೆಹಲಿಯಲ್ಲಿ ಪ್ರಾಣವಾಯು ವಿಷ ವಾಯುವಾಗಿ ಬದಲಾಗುತ್ತಿದೆ. ದಿನದಿಂದ ದಿನಕ್ಕೆ ಮಾಲಿನ್ಯ ಮಟ್ಟ ಏರುತ್ತಿದೆ. ಇಲ್ಲಿ ವಾಸಿಸುವ ಜನರು ಉಸಿರಾಡಲು ಕಷ್ಟಪಡುವಂತಾಗಿದೆ. ಮಾಲಿನ್ಯ ಪ್ರಮಾಣ ದಿನೇ ದಿನೇ ಹೆಚ್ಚುತ್ತಿರುವುದು ಆತಂಕಕಾರಿ ಬೆಳವಣಿಗೆಯಾಗಿದೆ. ಈ ಮಾಲಿನ್ಯವು ಮಕ್ಕಳ ಮತ್ತು ವೃದ್ಧರ ಆರೋಗ್ಯದ ಮೇಲೆ ಗಂಭೀರ ಪರಿಣಾಮ ಬೀರುತ್ತಿದೆ. ವಾಹನಗಳ ಹೊಗೆ, ಕೈಗಾರಿಕೆಗಳ ತ್ಯಾಜ್ಯ, ಕೃಷಿ ತ್ಯಾಜ್ಯ ಸುಡುವಿಕೆ ಮಾಲಿನ್ಯಕ್ಕೆ ಪ್ರಮುಖ ಕಾರಣಗಳಾಗಿವೆ. ಸರ್ಕಾರಗಳು ಈ ನಿಟ್ಟಿನಲ್ಲಿ ಕಠಿಣ ಕ್ರಮ ಕೈಗೊಂಡು ಮಾಲಿನ್ಯ ನಿಯಂತ್ರಣಕ್ಕೆ ಕಡಿವಾಣ ಹಾಕಬೇಕಿದೆ. ಸಾರ್ವಜನಿಕರೂ ಸಹ ಪರಿಸರ ಸಂರಕ್ಷಣೆಯ ಬಗ್ಗೆ ಜಾಗೃತರಾಗಿ ಹೆಚ್ಚು ಗಿಡಮರಗಳನ್ನು ಬೆಳೆಸಿ ಸಾರ್ವಜನಿಕ ಸಾರಿಗೆ ಬಳಸುವ ಮೂಲಕ ಮಾಲಿನ್ಯ ತಡೆಯಲು ಸಹಕರಿಸಬೇಕು. ಇದು ದೆಹಲಿಗೆ ಮಾತ್ರ ಸೀಮಿತವಲ್ಲ, ನಮ್ಮ ನಗರಗಳಲ್ಲೂ ಈ ಬಗ್ಗೆ ಎಚ್ಚರ ವಹಿಸಬೇಕಿದೆ. <box>83 1644 468 1851</box>
register-dot-icon <box>759 2269 775 2285</box>
letters-header <box>83 529 468 564</box>
laughing-face-icon: 😂 <box>95 147 135 188</box>
news-column-1: ಮೈಸೂರು, ಡಿ.7(ಎಂಟಿವೈ)-ಮೈಸೂರು ಸರಸ್ವತಿ ಪುರಂನ ಜೆಎಸ್‌ಎಸ್ ಮಹಿಳಾ ಕಾಲೇಜಿನ 14ನೇ ಪದವೀಧರರ ದಿನಾಚರಣೆಯಲ್ಲಿ 89 ಸ್ನಾತಕೋತ್ತರ ಹಾಗೂ 567 ಪದವಿ ಸೇರಿದಂತೆ 656 ಮಂದಿಗೆ ವಿವಿಧ ಪದವಿ ಪ್ರದಾನ ಮಾಡಲಾಯಿತು. ಜೆಎಸ್‌ಎಸ್ ಮಹಿಳಾ ಕಾಲೇಜಿನ ನಡೆದ್ದೊಂದ ಸಭಾಂಗಣದಲ್ಲಿ ಬುಧವಾರ ನಡೆದ ಕಾರ್ಯಕ್ರಮದಲ್ಲಿ ಸುತ್ತೂರು ಕ್ಷೇತ್ರದ ಶ್ರೀ ಶಿವರಾತ್ರಿ ದೇಶಿಕೇಂದ್ರ ಮಹಾಸ್ವಾಮೀಜಿ ಸಾನ್ನಿಧ್ಯ ವಹಿಸಿದ್ದರು. ಖ್ಯಾತ ಸಾಹಿತಿ ಡಾ.ದೊಡ್ಡರಂಗೇಗೌಡ ಅವರು ವಿದ್ಯಾರ್ಥಿನಿಯರಿಗೆ ವಿವಿಧ ಪದವಿ ಪ್ರದಾನ ಮಾಡಿ, ಪ್ರಶಸ್ತಿ ವಿಜೇತರಿಗೆ ಪದಕ ವಿತರಿಸಿ ಮಾತನಾಡಿ, ಪ್ರಸ್ತುತ ಕಾಲಮಾನದಲ್ಲಿ ಮಹಿಳೆಯರ ಸಾಧನೆಗೆ ಸಾಕಷ್ಟು ಮಾರ್ಗಗಳಿವೆ. ಶಿಕ್ಷಣ ಪಡೆದ ಮಹಿಳೆ ಕುಟುಂಬ ಹಾಗೂ ಸಮಾಜವನ್ನು ಬೆಳಗುತ್ತಾಳೆ. ವಿದ್ಯೆಯಿಂದ ವ್ಯಕ್ತಿತ್ವ ವಿಕಸನವಾಗುತ್ತದೆ ಎಂದರು. <box>489 1880 809 2038</box>
register-dot-icon <box>108 2269 124 2285</box>
letter-headline: ಅಂತರರಾಷ್ಟ್ರೀಯ ಫೆಲೋಷಿಪ್‌ಗೆ ಪ್ರೊ. ಕೆ.ಎಸ್. ರಂಗಪ್ಪ ಅಭಿನಂದನಾರ್ಹರು <box>83 1011 464 1060</box>
letter-headline: ಚಿರತೆಯ ಆತಂಕದಿಂದ ಜನರನ್ನು ತಪ್ಪಿಸಿ <box>83 569 468 593</box>
letter-2 <box>83 1011 468 1347</box>
news-banner: ಜೆಎಸ್‌ಎಸ್ ಮಹಿಳಾ ಕಾಲೇಜಿನಲ್ಲಿ ಪದವೀಧರ ದಿನಾಚರಣೆ <box>486 1281 1485 1322</box>
nakkare-title: ನಕ್ಕರೆ ಅದೇ ಸ್ವರ್ಗ <box>143 147 327 184</box>
graduates-illustration <box>489 1530 1482 1870</box>
mitra-date: ಗುರುವಾರ, 8 ಡಿಸೆಂಬರ್ 2022 <box>169 303 383 324</box>
letter-3 <box>83 1358 468 1598</box>
author-name: ಪ್ರೊ. ಆರ್. ಇಂದಿರಾ <box>577 140 725 165</box>
register-dot-icon <box>1407 2269 1423 2285</box>
mitra-logo: ಮೈಸೂರು ಮಿತ್ರ <box>185 262 367 298</box>
column-name-badge: ಸಮಾಜಮುಖಿ <box>1172 143 1485 224</box>
